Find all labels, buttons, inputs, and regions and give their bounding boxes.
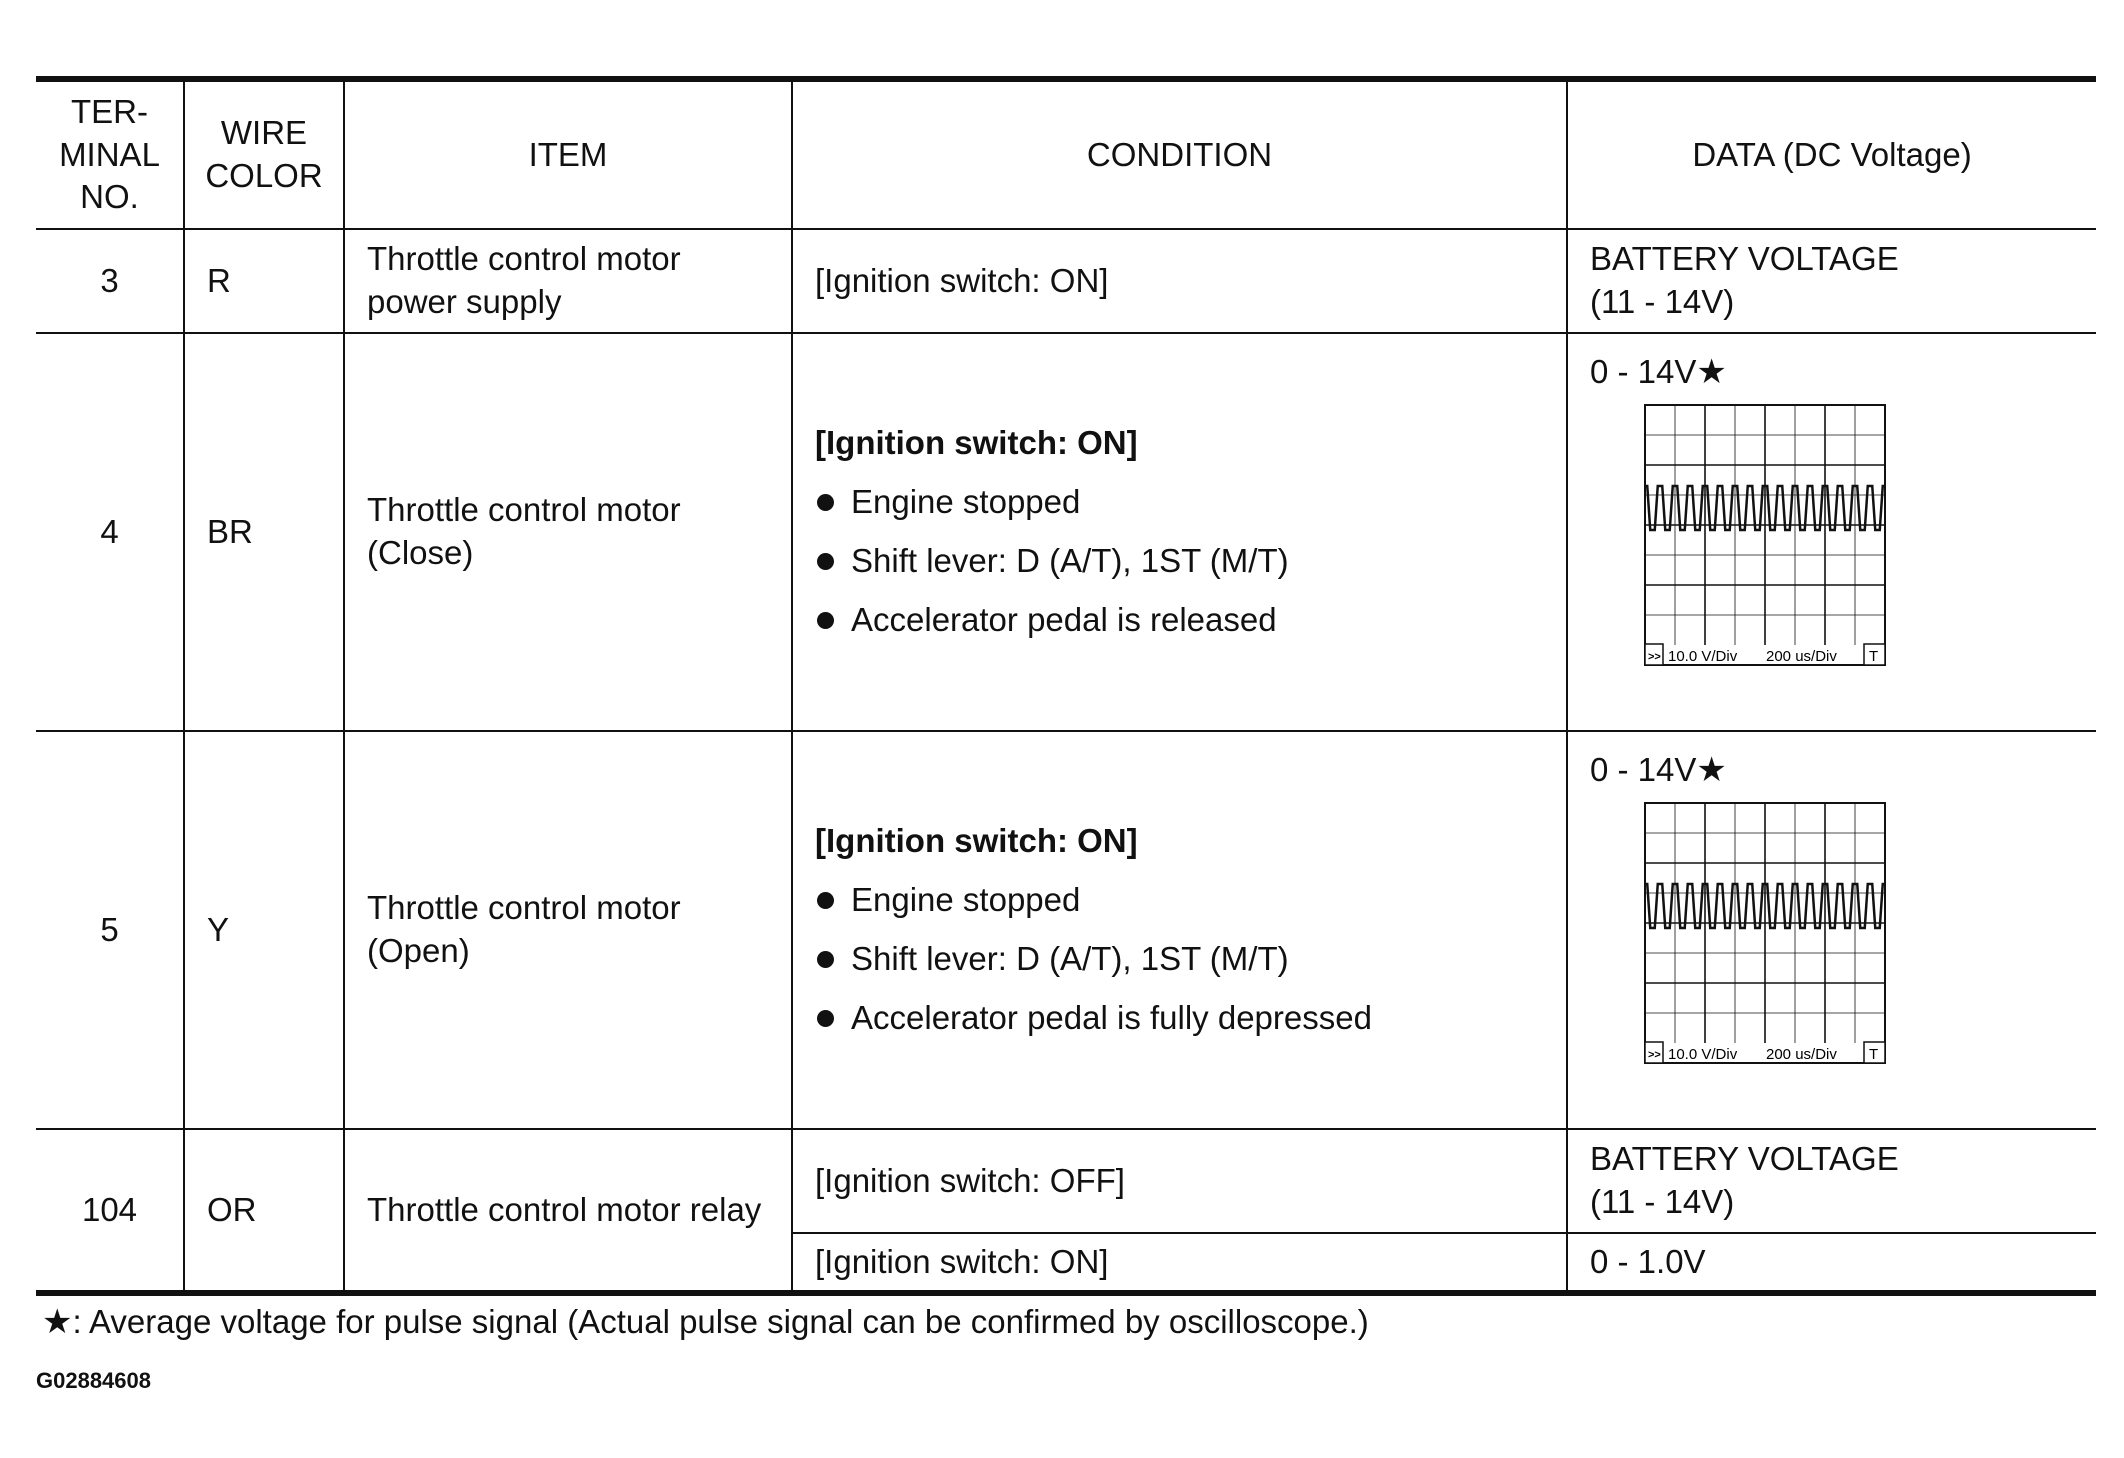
header-item: ITEM [344, 79, 792, 229]
item-cell: Throttle control motor (Open) [344, 731, 792, 1129]
table-row [36, 229, 2096, 333]
star-icon: ★ [1696, 353, 1727, 391]
terminal-no: 4 [36, 333, 184, 731]
terminal-no: 104 [36, 1129, 184, 1293]
terminal-no: 5 [36, 731, 184, 1129]
terminal-no: 3 [36, 229, 184, 333]
voltage-range: 0 - 14V [1590, 353, 1697, 390]
scope-trigger-label: T [1869, 1046, 1879, 1064]
condition-heading: [Ignition switch: ON] [815, 822, 1138, 860]
condition-heading: [Ignition switch: ON] [815, 424, 1138, 462]
oscilloscope-waveform [1644, 802, 1886, 1064]
scope-arrows-label: >> [1648, 651, 1661, 664]
wire-color: BR [184, 333, 344, 731]
scope-volt-div: 10.0 V/Div [1668, 648, 1738, 666]
condition-item: Shift lever: D (A/T), 1ST (M/T) [815, 938, 1554, 981]
data-cell: BATTERY VOLTAGE (11 - 14V) [1567, 229, 2096, 333]
header-row [36, 79, 2096, 229]
condition-cell: [Ignition switch: OFF] [792, 1129, 1567, 1233]
bullet-icon [817, 1010, 834, 1027]
condition-cell: [Ignition switch: ON] [792, 1233, 1567, 1293]
data-cell [1567, 333, 2096, 731]
item-cell: Throttle control motor relay [344, 1129, 792, 1293]
footnote: ★: Average voltage for pulse signal (Actual pulse signal can be confirmed by oscilloscope.) [42, 1303, 1369, 1341]
bullet-icon [817, 951, 834, 968]
item-cell: Throttle control motor power supply [344, 229, 792, 333]
header-terminal-no: TER- MINAL NO. [36, 79, 184, 229]
table-row [36, 731, 2096, 1129]
condition-cell [792, 333, 1567, 731]
table-row [36, 333, 2096, 731]
bullet-icon [817, 612, 834, 629]
wire-color: OR [184, 1129, 344, 1293]
condition-item: Shift lever: D (A/T), 1ST (M/T) [815, 540, 1554, 583]
bullet-icon [817, 494, 834, 511]
oscilloscope-waveform [1644, 404, 1886, 666]
voltage-range: 0 - 14V [1590, 751, 1697, 788]
item-cell: Throttle control motor (Close) [344, 333, 792, 731]
scope-time-div: 200 us/Div [1766, 648, 1837, 666]
star-icon: ★ [42, 1303, 73, 1341]
condition-item: Engine stopped [815, 481, 1554, 524]
bullet-icon [817, 892, 834, 909]
header-condition: CONDITION [792, 79, 1567, 229]
condition-cell [792, 731, 1567, 1129]
condition-item: Accelerator pedal is fully depressed [815, 997, 1554, 1040]
star-icon: ★ [1696, 751, 1727, 789]
condition-item: Engine stopped [815, 879, 1554, 922]
data-cell [1567, 731, 2096, 1129]
table-row [36, 1129, 2096, 1233]
scope-arrows-label: >> [1648, 1049, 1661, 1062]
terminal-spec-table [36, 76, 2096, 1296]
scope-time-div: 200 us/Div [1766, 1046, 1837, 1064]
wire-color: Y [184, 731, 344, 1129]
condition-item: Accelerator pedal is released [815, 599, 1554, 642]
data-cell: 0 - 1.0V [1567, 1233, 2096, 1293]
header-wire-color: WIRE COLOR [184, 79, 344, 229]
scope-trigger-label: T [1869, 648, 1879, 666]
wire-color: R [184, 229, 344, 333]
figure-code: G02884608 [36, 1368, 151, 1393]
scope-volt-div: 10.0 V/Div [1668, 1046, 1738, 1064]
bullet-icon [817, 553, 834, 570]
condition-cell: [Ignition switch: ON] [792, 229, 1567, 333]
header-data: DATA (DC Voltage) [1567, 79, 2096, 229]
data-cell: BATTERY VOLTAGE (11 - 14V) [1567, 1129, 2096, 1233]
